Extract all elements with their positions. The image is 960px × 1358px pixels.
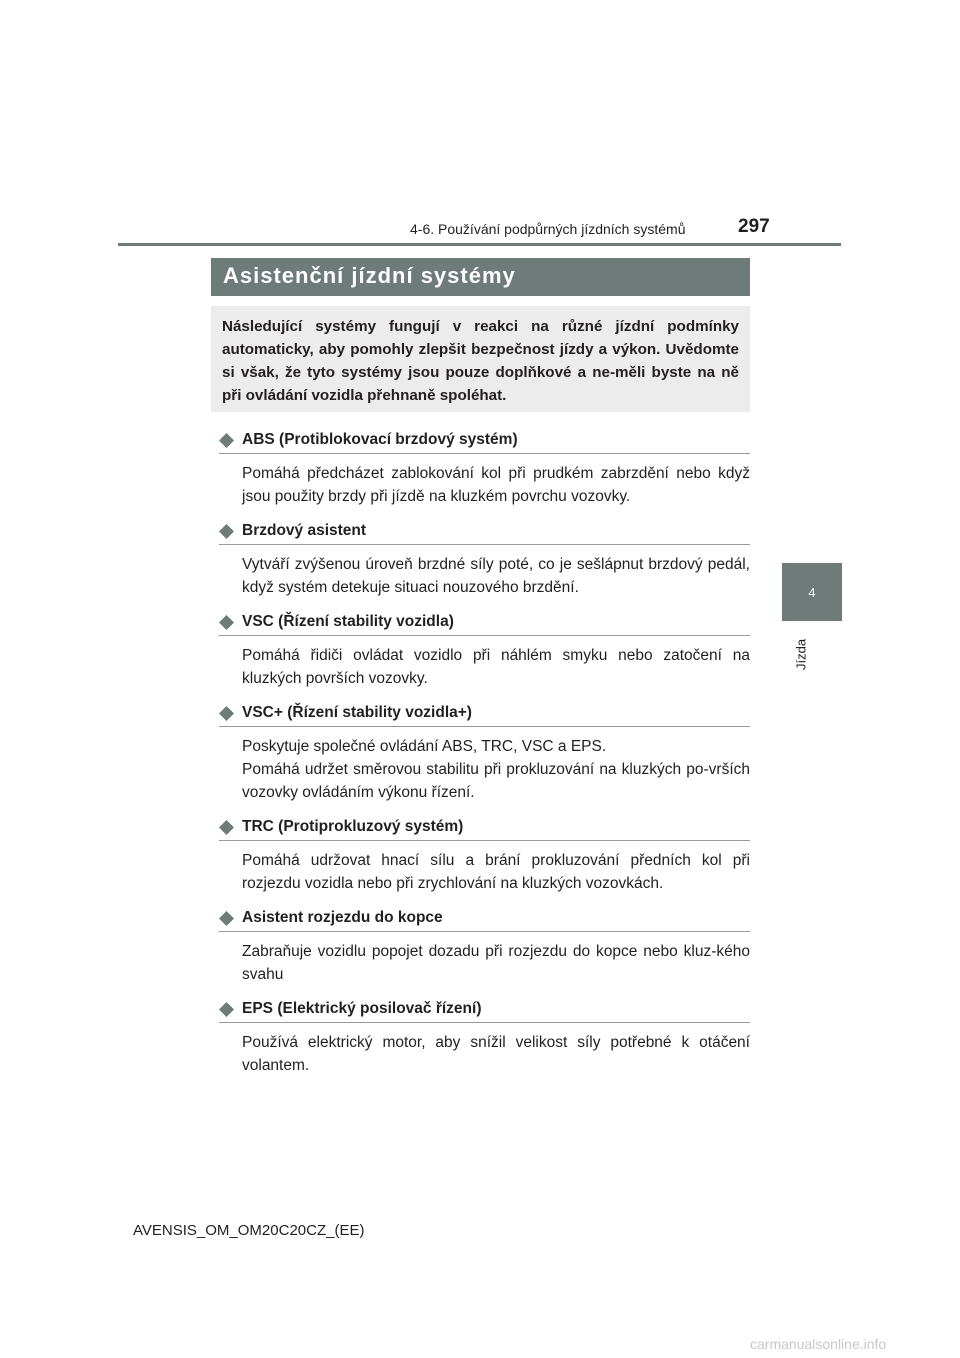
header-section-text: 4-6. Používání podpůrných jízdních systémů bbox=[410, 221, 686, 237]
item-body-line: Pomáhá udržet směrovou stabilitu při prokluzování na kluzkých po-vrších vozovky ovládáním výkonu řízení. bbox=[242, 761, 750, 801]
item-body bbox=[242, 735, 750, 804]
item-heading bbox=[219, 428, 750, 454]
list-item bbox=[219, 701, 750, 804]
chapter-tab: 4 bbox=[782, 563, 842, 621]
intro-box: Následující systémy fungují v reakci na různé jízdní podmínky automaticky, aby pomohly zlepšit bezpečnost jízdy a výkon. Uvědomte si však, že tyto systémy jsou pouze doplňkové a ne-měli byste na ně při ovládání vozidla přehnaně spoléhat. bbox=[211, 306, 750, 412]
list-item bbox=[219, 997, 750, 1077]
list-item bbox=[219, 428, 750, 508]
item-body: Pomáhá předcházet zablokování kol při prudkém zabrzdění nebo když jsou použity brzdy při jízdě na kluzkém povrchu vozovky. bbox=[242, 465, 750, 505]
item-title: VSC (Řízení stability vozidla) bbox=[242, 613, 454, 630]
list-item bbox=[219, 610, 750, 690]
item-body: Pomáhá řidiči ovládat vozidlo při náhlém smyku nebo zatočení na kluzkých površích vozovky. bbox=[242, 647, 750, 687]
diamond-icon bbox=[219, 1002, 234, 1017]
item-body: Zabraňuje vozidlu popojet dozadu při rozjezdu do kopce nebo kluz-kého svahu bbox=[242, 943, 750, 983]
list-item bbox=[219, 519, 750, 599]
feature-list bbox=[219, 428, 750, 1088]
item-body: Vytváří zvýšenou úroveň brzdné síly poté, co je sešlápnut brzdový pedál, když systém detekuje situaci nouzového brzdění. bbox=[242, 556, 750, 596]
list-item bbox=[219, 815, 750, 895]
diamond-icon bbox=[219, 820, 234, 835]
item-body: Pomáhá udržovat hnací sílu a brání prokluzování předních kol při rozjezdu vozidla nebo při zrychlování na kluzkých vozovkách. bbox=[242, 852, 750, 892]
item-title: ABS (Protiblokovací brzdový systém) bbox=[242, 431, 518, 448]
diamond-icon bbox=[219, 433, 234, 448]
item-body: Používá elektrický motor, aby snížil velikost síly potřebné k otáčení volantem. bbox=[242, 1034, 750, 1074]
diamond-icon bbox=[219, 706, 234, 721]
item-title: VSC+ (Řízení stability vozidla+) bbox=[242, 704, 472, 721]
diamond-icon bbox=[219, 524, 234, 539]
diamond-icon bbox=[219, 911, 234, 926]
item-title: Brzdový asistent bbox=[242, 522, 367, 539]
header-rule bbox=[118, 243, 841, 246]
chapter-label: Jízda bbox=[793, 638, 809, 670]
item-title: TRC (Protiprokluzový systém) bbox=[242, 818, 464, 835]
item-body-line: Poskytuje společné ovládání ABS, TRC, VSC a EPS. bbox=[242, 738, 607, 755]
section-title: Asistenční jízdní systémy bbox=[223, 263, 516, 288]
item-title: EPS (Elektrický posilovač řízení) bbox=[242, 1000, 482, 1017]
diamond-icon bbox=[219, 615, 234, 630]
item-title: Asistent rozjezdu do kopce bbox=[242, 909, 443, 926]
item-heading bbox=[219, 701, 750, 727]
section-title-bar bbox=[211, 258, 750, 296]
footer-doc-code: AVENSIS_OM_OM20C20CZ_(EE) bbox=[133, 1222, 365, 1239]
item-heading bbox=[219, 997, 750, 1023]
list-item bbox=[219, 906, 750, 986]
item-heading bbox=[219, 906, 750, 932]
item-heading bbox=[219, 815, 750, 841]
page-number: 297 bbox=[738, 216, 770, 237]
item-heading bbox=[219, 610, 750, 636]
item-heading bbox=[219, 519, 750, 545]
watermark-link[interactable]: carmanualsonline.info bbox=[750, 1336, 887, 1352]
